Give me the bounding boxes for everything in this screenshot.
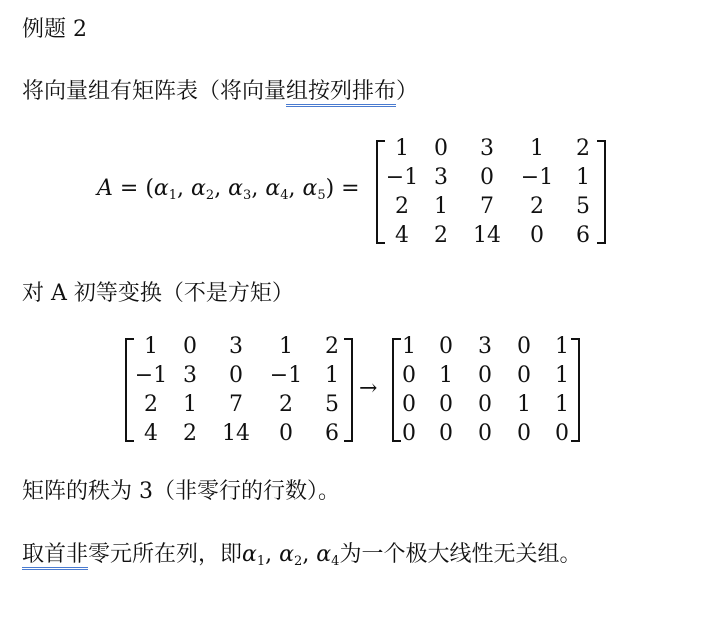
matrix-cell: 0 <box>402 392 416 417</box>
matrix-cell: 1 <box>576 165 590 190</box>
step-text: 对 A 初等变换（不是方矩） <box>22 281 294 306</box>
matrix-cell: 4 <box>144 421 158 446</box>
matrix-reduced <box>392 334 580 446</box>
matrix-cell: −1 <box>134 363 168 388</box>
conclusion-line <box>22 537 581 569</box>
intro-prefix: 将向量组有矩阵表（将向量 <box>22 79 287 104</box>
matrix-cell: 1 <box>395 136 409 161</box>
matrix-cell: 2 <box>395 194 409 219</box>
example-title: 例题 2 <box>22 17 87 42</box>
matrix-cell: 0 <box>478 363 492 388</box>
matrix-cell: 0 <box>530 223 544 248</box>
matrix-cell: 3 <box>478 334 492 359</box>
matrix-cell: 1 <box>439 363 453 388</box>
rank-text: 矩阵的秩为 3（非零行的行数）。 <box>22 479 340 504</box>
matrix-cell: 3 <box>183 363 197 388</box>
conclusion-vectors: $\alpha_1$, $\alpha_2$, $\alpha_4$ <box>242 542 340 569</box>
matrix-cell: 14 <box>222 421 250 446</box>
matrix-cell: 1 <box>279 334 293 359</box>
matrix-cell: 1 <box>555 363 569 388</box>
matrix-cell: 0 <box>478 421 492 446</box>
matrix-cell: 1 <box>434 194 448 219</box>
matrix-cell: 1 <box>402 334 416 359</box>
matrix-cell: 2 <box>530 194 544 219</box>
intro-line <box>22 74 418 105</box>
conclusion-underlined: 取首非 <box>22 542 88 570</box>
matrix-cell: 4 <box>395 223 409 248</box>
matrix-cell: 3 <box>480 136 494 161</box>
matrix-cell: 1 <box>555 392 569 417</box>
intro-underlined: 组按列排布 <box>286 79 396 107</box>
matrix-cell: 5 <box>325 392 339 417</box>
matrix-cell: 5 <box>576 194 590 219</box>
matrix-cell: 6 <box>325 421 339 446</box>
matrix-cell: 1 <box>530 136 544 161</box>
matrix-cell: 7 <box>480 194 494 219</box>
matrix-a-copy <box>125 334 353 446</box>
matrix-cell: 1 <box>517 392 531 417</box>
matrix-cell: 0 <box>279 421 293 446</box>
intro-suffix: ） <box>396 79 419 104</box>
matrix-a <box>376 136 606 248</box>
matrix-cell: 0 <box>517 421 531 446</box>
matrix-cell: 0 <box>434 136 448 161</box>
conclusion-middle: 零元所在列，即 <box>88 542 243 567</box>
matrix-cell: 0 <box>229 363 243 388</box>
matrix-cell: 2 <box>434 223 448 248</box>
matrix-cell: 0 <box>517 363 531 388</box>
matrix-cell: 6 <box>576 223 590 248</box>
matrix-cell: 0 <box>517 334 531 359</box>
matrix-cell: 3 <box>229 334 243 359</box>
matrix-cell: 1 <box>144 334 158 359</box>
matrix-cell: 0 <box>480 165 494 190</box>
matrix-cell: 14 <box>473 223 501 248</box>
matrix-cell: 2 <box>325 334 339 359</box>
matrix-cell: 2 <box>576 136 590 161</box>
matrix-cell: −1 <box>269 363 303 388</box>
matrix-cell: 0 <box>478 392 492 417</box>
matrix-cell: −1 <box>520 165 554 190</box>
matrix-cell: 3 <box>434 165 448 190</box>
matrix-cell: 1 <box>555 334 569 359</box>
matrix-cell: 2 <box>183 421 197 446</box>
matrix-cell: 7 <box>229 392 243 417</box>
matrix-cell: 2 <box>144 392 158 417</box>
transform-arrow: → <box>359 376 378 401</box>
matrix-cell: 0 <box>439 421 453 446</box>
matrix-cell: 0 <box>439 334 453 359</box>
equation-lhs: $A = (\alpha_1$, $\alpha_2$, $\alpha_3$, $\alpha_4$, $\alpha_5$) = <box>97 176 360 203</box>
matrix-cell: 0 <box>183 334 197 359</box>
matrix-cell: 0 <box>555 421 569 446</box>
matrix-cell: 1 <box>183 392 197 417</box>
matrix-cell: 0 <box>402 421 416 446</box>
matrix-cell: 0 <box>402 363 416 388</box>
matrix-cell: 1 <box>325 363 339 388</box>
conclusion-suffix: 为一个极大线性无关组。 <box>339 542 582 567</box>
matrix-cell: 0 <box>439 392 453 417</box>
matrix-cell: 2 <box>279 392 293 417</box>
matrix-cell: −1 <box>385 165 419 190</box>
